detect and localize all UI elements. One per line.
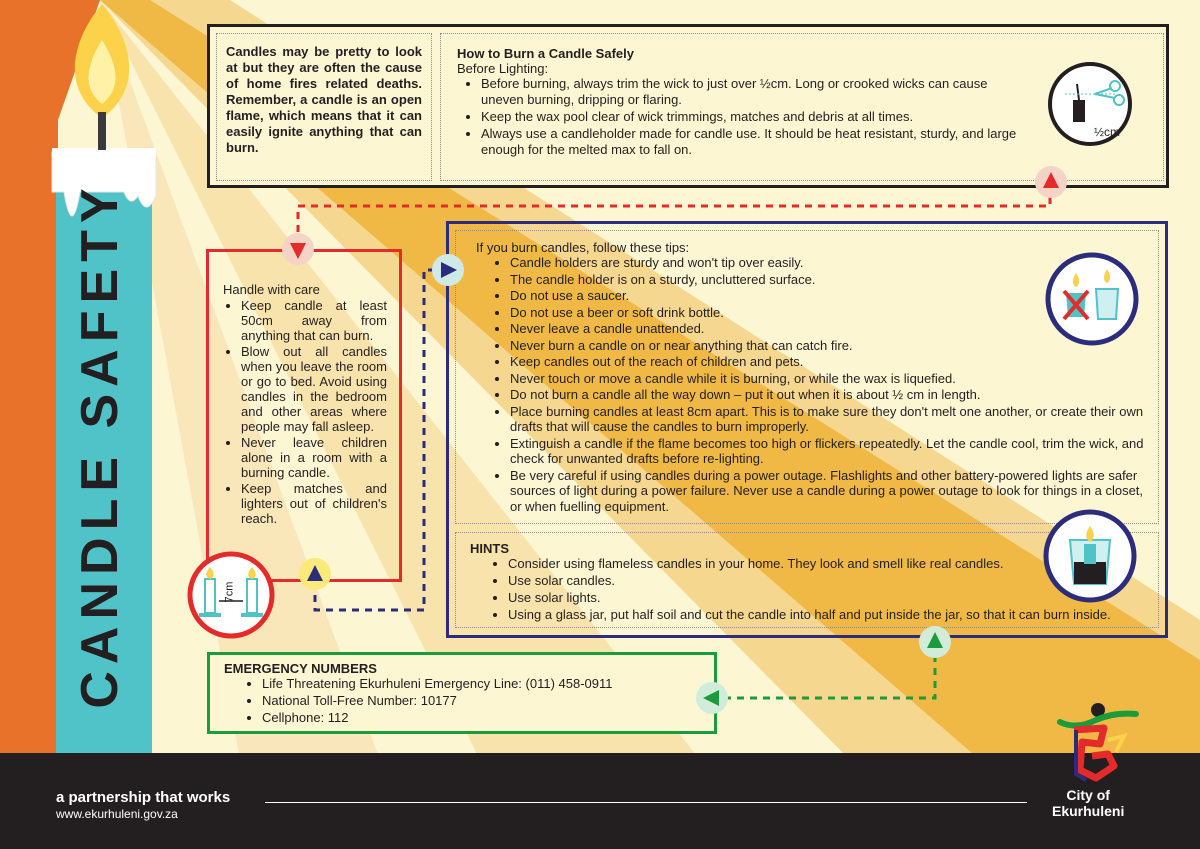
arrow-up-icon [1033, 164, 1069, 200]
list-item: • Never leave a candle unattended. [510, 321, 1146, 337]
list-item: • Do not use a beer or soft drink bottle. [510, 305, 1146, 321]
list-item: • Cellphone: 112 [262, 710, 700, 726]
footer-tagline: a partnership that works [56, 789, 231, 806]
emergency-heading: EMERGENCY NUMBERS [224, 661, 377, 676]
list-item: • Never burn a candle on or near anything that can catch fire. [510, 338, 1146, 354]
city-logo [1056, 700, 1140, 784]
burn-heading: How to Burn a Candle Safely [457, 46, 634, 61]
list-item: • Using a glass jar, put half soil and cut the candle into half and put inside the jar, so that it can burn inside. [508, 607, 1146, 623]
list-item: • Always use a candleholder made for candle use. It should be heat resistant, sturdy, and large enough for the melted max to fall on. [481, 126, 1021, 158]
intro-text: Candles may be pretty to look at but they are often the cause of home fires related deaths. Remember, a candle is an open flame, which means that it can easily ignite anything that can burn. [226, 44, 422, 155]
list-item: • The candle holder is on a sturdy, uncluttered surface. [510, 272, 1146, 288]
list-item: • Do not use a saucer. [510, 288, 1146, 304]
list-item: • Never touch or move a candle while it is burning, or while the wax is liquefied. [510, 371, 1146, 387]
list-item: • Life Threatening Ekurhuleni Emergency Line: (011) 458-0911 [262, 676, 700, 692]
handle-box [206, 249, 402, 582]
list-item: • Use solar lights. [508, 590, 1146, 606]
list-item: • Consider using flameless candles in your home. They look and smell like real candles. [508, 556, 1146, 572]
list-item: • Blow out all candles when you leave the room or go to bed. Avoid using candles in the bedroom and other areas where people may fall asleep. [241, 344, 387, 434]
handle-heading: Handle with care [223, 282, 320, 297]
city-name-line1: City of [1066, 787, 1110, 803]
arrow-right-icon [430, 252, 466, 288]
list-item: • Keep matches and lighters out of children's reach. [241, 481, 387, 526]
intro-panel [216, 33, 432, 181]
arrow-down-icon [280, 231, 316, 267]
burn-subheading: Before Lighting: [457, 61, 549, 76]
arrow-left-icon [694, 680, 730, 716]
arrow-up-icon [297, 556, 333, 592]
list-item: • Place burning candles at least 8cm apart. This is to make sure they don't melt one another, or create their own drafts that will cause the candles to burn improperly. [510, 404, 1146, 435]
list-item: • National Toll-Free Number: 10177 [262, 693, 700, 709]
candle-holder-icon [1044, 251, 1140, 347]
list-item: • Extinguish a candle if the flame becomes too high or flickers repeatedly. Let the candle cool, trim the wick, and check for unwanted drafts before re-lighting. [510, 436, 1146, 467]
list-item: • Use solar candles. [508, 573, 1146, 589]
trim-wick-icon [1045, 52, 1135, 156]
list-item: • Do not burn a candle all the way down – put it out when it is about ½ cm in length. [510, 387, 1146, 403]
list-item: • Keep candles out of the reach of children and pets. [510, 354, 1146, 370]
city-name-line2: Ekurhuleni [1052, 803, 1125, 819]
emergency-box [207, 652, 717, 734]
tips-heading: If you burn candles, follow these tips: [476, 240, 690, 255]
footer-url[interactable]: www.ekurhuleni.gov.za [56, 807, 178, 821]
top-box [207, 24, 1169, 188]
footer [0, 753, 1200, 849]
list-item: • Be very careful if using candles during a power outage. Flashlights and other battery-powered lights are safer sources of light during a power failure. Never use a candle during a power outage to look for things in a closet, or when fuelling equipment. [510, 468, 1146, 515]
candle-distance-label: 7cm [223, 581, 236, 603]
page-title: CANDLE SAFETY [71, 181, 129, 709]
footer-divider [265, 802, 1027, 803]
jar-candle-icon [1042, 508, 1138, 604]
city-name [1052, 787, 1124, 819]
trim-wick-label: ½cm [1094, 125, 1121, 139]
hints-heading: HINTS [470, 541, 509, 556]
arrow-up-icon [917, 624, 953, 660]
list-item: • Candle holders are sturdy and won't tip over easily. [510, 255, 1146, 271]
list-item: • Before burning, always trim the wick to just over ½cm. Long or crooked wicks can cause uneven burning, dripping or flaring. [481, 76, 1021, 108]
list-item: • Keep the wax pool clear of wick trimmings, matches and debris at all times. [481, 109, 1021, 125]
list-item: • Never leave children alone in a room with a burning candle. [241, 435, 387, 480]
list-item: • Keep candle at least 50cm away from anything that can burn. [241, 298, 387, 343]
